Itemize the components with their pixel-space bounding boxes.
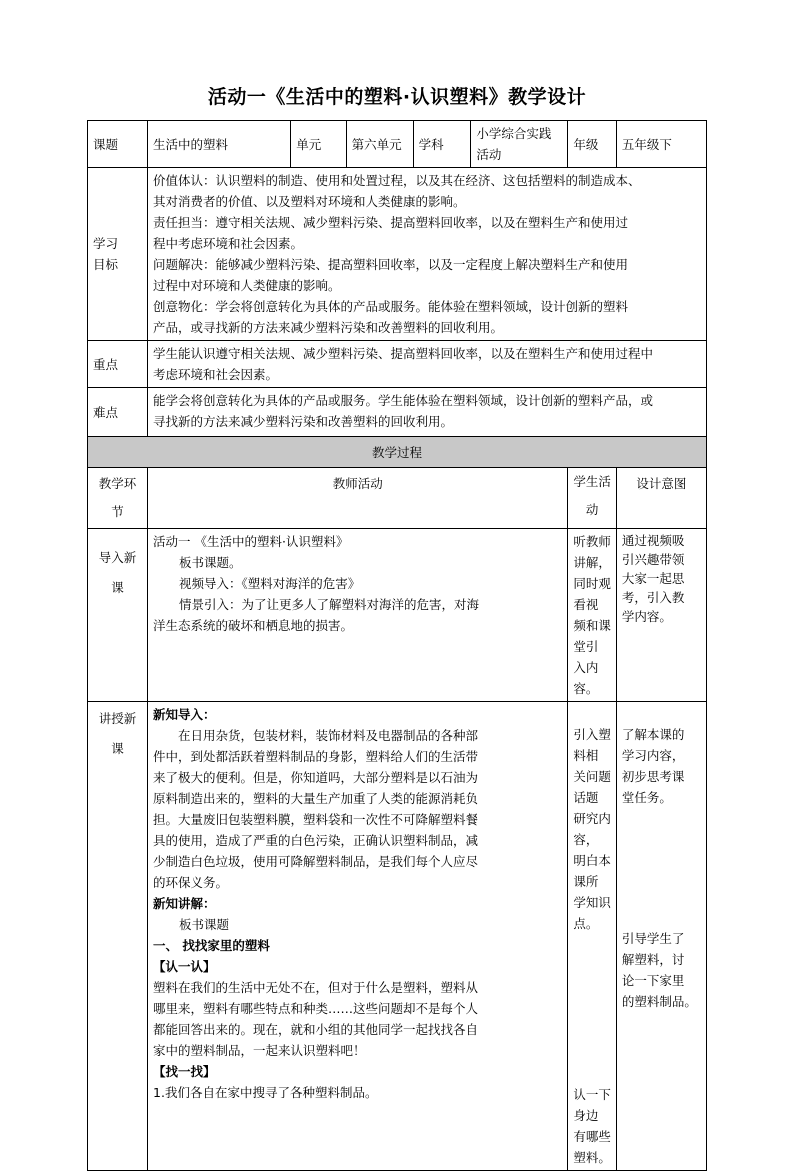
unit-label: 单元 xyxy=(291,121,346,168)
subject-value: 生活中的塑料 xyxy=(148,121,291,168)
difficulties-content: 能学会将创意转化为具体的产品或服务。学生能体验在塑料领域，设计创新的塑料产品，或 寻找新的方法来减少塑料污染和改善塑料的回收利用。 xyxy=(148,388,707,437)
key-points-content: 学生能认识遵守相关法规、减少塑料污染、提高塑料回收率，以及在塑料生产和使用过程中 考虑环境和社会因素。 xyxy=(148,341,707,388)
lesson-plan-table xyxy=(87,120,707,1171)
column-header-row xyxy=(88,468,707,529)
course-label: 学科 xyxy=(413,121,471,168)
key-points-label: 重点 xyxy=(88,341,148,388)
goals-content: 价值体认：认识塑料的制造、使用和处置过程，以及其在经济、这包括塑料的制造成本、 其对消费者的价值、以及塑料对环境和人类健康的影响。 责任担当：遵守相关法规、减少塑料污染、提高塑料回收率，以及在塑料生产和使用过 程中考虑环境和社会因素。 问题解决：能够减少塑料污染、提高塑料回收率，以及一定程度上解决塑料生产和使用 过程中对环境和人类健康的影响。 创意物化：学会将创意转化为具体的产品或服务。能体验在塑料领域，设计创新的塑料 产品，或寻找新的方法来减少塑料污染和改善塑料的回收利用。 xyxy=(148,168,707,341)
teach-stage: 讲授新 课 xyxy=(88,702,148,1171)
column-teacher: 教师活动 xyxy=(148,468,568,529)
page-title: 活动一《生活中的塑料·认识塑料》教学设计 xyxy=(207,86,587,108)
goals-row xyxy=(88,168,707,341)
course-value: 小学综合实践活动 xyxy=(471,121,568,168)
intro-teacher: 活动一 《生活中的塑料·认识塑料》 板书课题。 视频导入：《塑料对海洋的危害》 情景引入：为了让更多人了解塑料对海洋的危害，对海 洋生态系统的破坏和栖息地的损害。 xyxy=(148,529,568,702)
grade-value: 五年级下 xyxy=(616,121,706,168)
teach-row xyxy=(88,702,707,1171)
process-title: 教学过程 xyxy=(88,437,707,468)
teach-student: 引入塑料相 关问题话题 研究内容， 明白本课所 学知识点。 认一下身边 有哪些塑料。 xyxy=(568,702,617,1171)
intro-row xyxy=(88,529,707,702)
column-student-label: 学生活动 xyxy=(573,474,611,517)
difficulties-row xyxy=(88,388,707,437)
teach-intent: 了解本课的 学习内容， 初步思考课 堂任务。 引导学生了 解塑料，讨 论一下家里 的塑料制品。 xyxy=(616,702,706,1171)
header-row xyxy=(88,121,707,168)
unit-value: 第六单元 xyxy=(346,121,413,168)
goals-label: 学习 目标 xyxy=(88,168,148,341)
intro-intent: 通过视频吸 引兴趣带领 大家一起思 考，引入教 学内容。 xyxy=(616,529,706,702)
column-intent: 设计意图 xyxy=(616,468,706,529)
intro-stage: 导入新 课 xyxy=(88,529,148,702)
column-stage: 教学环 节 xyxy=(88,468,148,529)
grade-label: 年级 xyxy=(568,121,617,168)
intro-student: 听教师讲解， 同时观看视 频和课堂引 入内容。 xyxy=(568,529,617,702)
subject-label: 课题 xyxy=(88,121,148,168)
difficulties-label: 难点 xyxy=(88,388,148,437)
teach-teacher: 新知导入： 在日用杂货，包装材料，装饰材料及电器制品的各种部 件中，到处都活跃着塑料制品的身影，塑料给人们的生活带 来了极大的便利。但是，你知道吗，大部分塑料是以石油为 原料制造出来的，塑料的大量生产加重了人类的能源消耗负 担。大量废旧包装塑料膜，塑料袋和一次性不可降解塑料餐 具的使用，造成了严重的白色污染，正确认识塑料制品，减 少制造白色垃圾，使用可降解塑料制品，是我们每个人应尽 的环保义务。 新知讲解： 板书课题 一、 找找家里的塑料 【认一认】 塑料在我们的生活中无处不在，但对于什么是塑料，塑料从 哪里来，塑料有哪些特点和种类……这些问题却不是每个人 都能回答出来的。现在，就和小组的其他同学一起找找各自 家中的塑料制品，一起来认识塑料吧！ 【找一找】 1.我们各自在家中搜寻了各种塑料制品。 xyxy=(148,702,568,1171)
process-title-row xyxy=(88,437,707,468)
key-points-row xyxy=(88,341,707,388)
column-student xyxy=(568,468,617,529)
